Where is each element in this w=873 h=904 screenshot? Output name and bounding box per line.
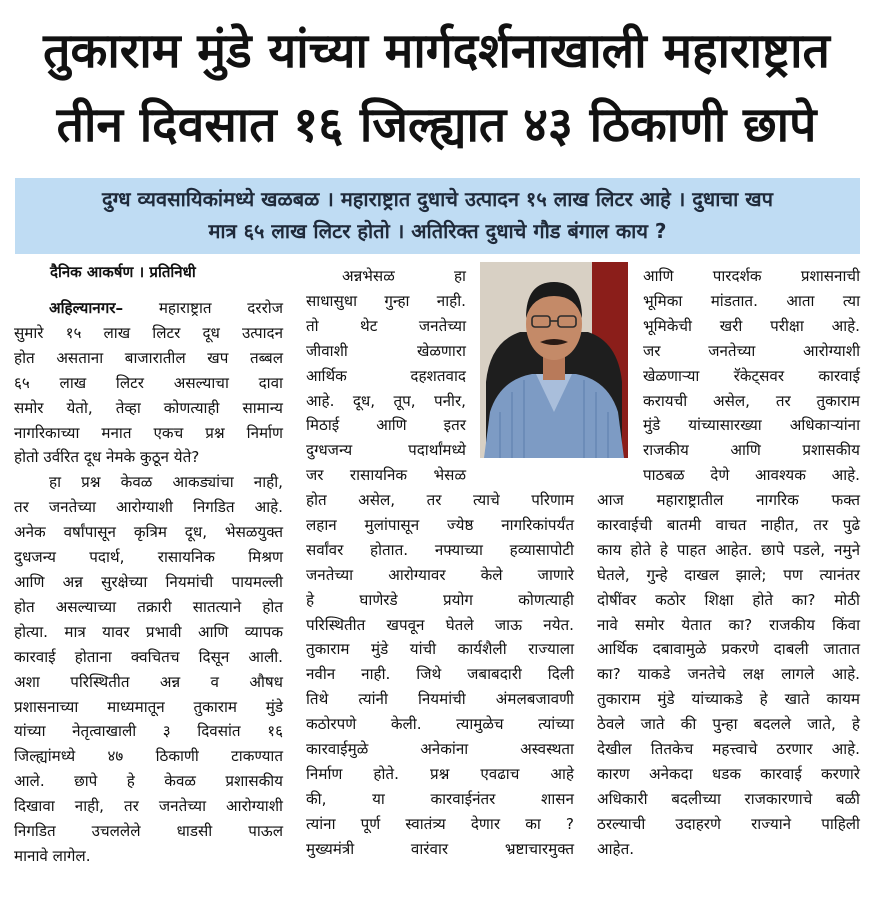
- column-line: अन्नभेसळ हा: [342, 267, 466, 285]
- column-line: हा प्रश्न केवळ आकड्यांचा नाही,: [49, 473, 283, 492]
- column-line: अहिल्यानगर– महाराष्ट्रात दररोज: [49, 299, 283, 317]
- column-line: ठरल्याची उदाहरणे राज्याने पाहिली: [597, 814, 860, 833]
- column-line: आणि पारदर्शक प्रशासनाची: [643, 267, 860, 285]
- column-line: नवीन नाही. जिथे जबाबदारी दिली: [306, 665, 574, 684]
- column-line: होतो उर्वरित दूध नेमके कुठून येते?: [14, 448, 200, 467]
- column-line: परिस्थितीत खपवून घेतले जाऊ नयेत.: [306, 615, 574, 634]
- column-line: कारवाई होताना क्वचितच दिसून आली.: [14, 647, 283, 666]
- column-line: तुकाराम मुंडे यांच्याकडे हे खाते कायम: [597, 690, 860, 709]
- column-line: की, या कारवाईनंतर शासन: [306, 789, 574, 808]
- column-line: दोषींवर कठोर शिक्षा होते का? मोठी: [597, 590, 860, 609]
- portrait-photo: [480, 262, 628, 458]
- column-line: साधासुधा गुन्हा नाही.: [306, 291, 466, 310]
- column-line: अनेक वर्षांपासून कृत्रिम दूध, भेसळयुक्त: [14, 523, 283, 542]
- column-line: अधिकारी बदलीच्या राजकारणाचे बळी: [597, 789, 860, 808]
- column-line: ठेवले जाते की पुन्हा बदलले जाते, हे: [597, 715, 860, 734]
- column-line: होत असेल, तर त्याचे परिणाम: [306, 491, 574, 509]
- column-line: निर्माण होते. प्रश्न एवढाच आहे: [306, 764, 574, 783]
- column-line: मिठाई आणि इतर: [306, 416, 466, 435]
- column-line: तुकाराम मुंडे यांची कार्यशैली राज्याला: [306, 640, 574, 659]
- article-column-1: [14, 296, 283, 869]
- column-line: सुमारे १५ लाख लिटर दूध उत्पादन: [14, 323, 283, 342]
- column-line: निगडित उचललेले धाडसी पाऊल: [14, 822, 283, 841]
- column-line: घेतले, गुन्हे दाखल झाले; पण त्यानंतर: [597, 565, 860, 584]
- column-line: आर्थिक दबावामुळे प्रकरणे दाबली जातात: [597, 640, 860, 659]
- column-line: प्रशासनाच्या माध्यमातून तुकाराम मुंडे: [14, 697, 283, 716]
- column-line: तो थेट जनतेच्या: [306, 316, 466, 335]
- column-line: दुग्धजन्य पदार्थांमध्ये: [306, 441, 466, 460]
- column-line: काय होते हे पाहत आहेत. छापे पडले, नमुने: [597, 540, 860, 559]
- column-line: आणि अन्न सुरक्षेच्या नियमांची पायमल्ली: [14, 572, 283, 591]
- column-line: कारण अनेकदा धडक कारवाई करणारे: [597, 764, 860, 783]
- article-column-2: [306, 488, 574, 862]
- column-line: खेळणाऱ्या रॅकेट्सवर कारवाई: [643, 366, 860, 385]
- column-line: जीवाशी खेळणारा: [306, 341, 466, 360]
- column-line: कारवाईची बातमी वाचत नाहीत, तर पुढे: [597, 515, 860, 534]
- column-line: करायची असेल, तर तुकाराम: [643, 391, 860, 410]
- column-line: जिल्ह्यांमध्ये ४७ ठिकाणी टाकण्यात: [14, 747, 283, 766]
- column-line: मुख्यमंत्री वारंवार भ्रष्टाचारमुक्त: [306, 839, 574, 858]
- column-line: त्यांना पूर्ण स्वातंत्र्य देणार का ?: [306, 814, 574, 833]
- column-line: होत असताना बाजारातील खप तब्बल: [14, 348, 283, 367]
- column-line: होत्या. मात्र यावर प्रभावी आणि व्यापक: [14, 622, 283, 641]
- column-line: आहेत.: [597, 839, 635, 858]
- column-line: नावे समोर येतात का? राजकीय किंवा: [597, 615, 860, 634]
- column-line: भूमिका मांडतात. आता त्या: [643, 291, 860, 310]
- column-line: भूमिकेची खरी परीक्षा आहे.: [643, 316, 860, 335]
- column-line: आहे. दूध, तूप, पनीर,: [306, 391, 466, 410]
- column-line: हे घाणेरडे प्रयोग कोणत्याही: [306, 590, 574, 609]
- article-column-2-top: [306, 264, 466, 488]
- portrait-illustration: [480, 262, 628, 458]
- column-line: तिथे त्यांनी नियमांची अंमलबजावणी: [306, 690, 574, 709]
- column-line: दिखावा नाही, तर जनतेच्या आरोग्याशी: [14, 797, 283, 816]
- column-line: आले. छापे हे केवळ प्रशासकीय: [14, 772, 283, 791]
- column-line: सर्वांवर होतात. नफ्याच्या हव्यासापोटी: [306, 540, 574, 559]
- column-line: आर्थिक दहशतवाद: [306, 366, 466, 385]
- column-line: पाठबळ देणे आवश्यक आहे.: [643, 466, 860, 485]
- column-line: राजकीय आणि प्रशासकीय: [643, 441, 860, 460]
- column-line: तर जनतेच्या आरोग्याशी निगडित आहे.: [14, 498, 283, 517]
- column-line: समोर येतो, तेव्हा कोणत्याही सामान्य: [14, 398, 283, 417]
- column-line: का? याकडे जनतेचे लक्ष लागले आहे.: [597, 665, 860, 684]
- subheadline-line-1: दुग्ध व्यवसायिकांमध्ये खळबळ । महाराष्ट्रात दुधाचे उत्पादन १५ लाख लिटर आहे । दुधाचा खप: [102, 187, 773, 211]
- article-column-3-top: [643, 264, 860, 488]
- column-line: दुधजन्य पदार्थ, रासायनिक मिश्रण: [14, 548, 283, 567]
- column-line: कारवाईमुळे अनेकांना अस्वस्थता: [306, 740, 574, 759]
- column-line: अशा परिस्थितीत अन्न व औषध: [14, 672, 283, 691]
- headline-line-1: तुकाराम मुंडे यांच्या मार्गदर्शनाखाली महाराष्ट्रात: [43, 23, 830, 79]
- column-line: आज महाराष्ट्रातील नागरिक फक्त: [597, 491, 860, 509]
- column-line: ६५ लाख लिटर असल्याचा दावा: [14, 373, 283, 392]
- dateline: अहिल्यानगर–: [49, 299, 124, 317]
- column-line: जनतेच्या आरोग्यावर केले जाणारे: [306, 565, 574, 584]
- column-line: मुंडे यांच्यासारख्या अधिकाऱ्यांना: [643, 416, 860, 435]
- column-line: देखील तितकेच महत्त्वाचे ठरणार आहे.: [597, 740, 860, 759]
- column-line: होत असल्याच्या तक्रारी सातत्याने होत: [14, 597, 283, 616]
- byline: दैनिक आकर्षण । प्रतिनिधी: [50, 263, 196, 281]
- article-column-3: [597, 488, 860, 862]
- column-line: कठोरपणे केली. त्यामुळेच त्यांच्या: [306, 715, 574, 734]
- column-line: लहान मुलांपासून ज्येष्ठ नागरिकांपर्यंत: [306, 515, 574, 534]
- column-line: यांच्या नेतृत्वाखाली ३ दिवसांत १६: [14, 722, 283, 741]
- headline-line-2: तीन दिवसात १६ जिल्ह्यात ४३ ठिकाणी छापे: [56, 97, 817, 153]
- column-line: जर जनतेच्या आरोग्याशी: [643, 341, 860, 360]
- column-line: जर रासायनिक भेसळ: [306, 466, 466, 485]
- subheadline-line-2: मात्र ६५ लाख लिटर होतो । अतिरिक्त दुधाचे गौड बंगाल काय ?: [208, 219, 667, 243]
- column-line: नागरिकाच्या मनात एकच प्रश्न निर्माण: [14, 423, 283, 442]
- column-line: मानावे लागेल.: [14, 846, 91, 865]
